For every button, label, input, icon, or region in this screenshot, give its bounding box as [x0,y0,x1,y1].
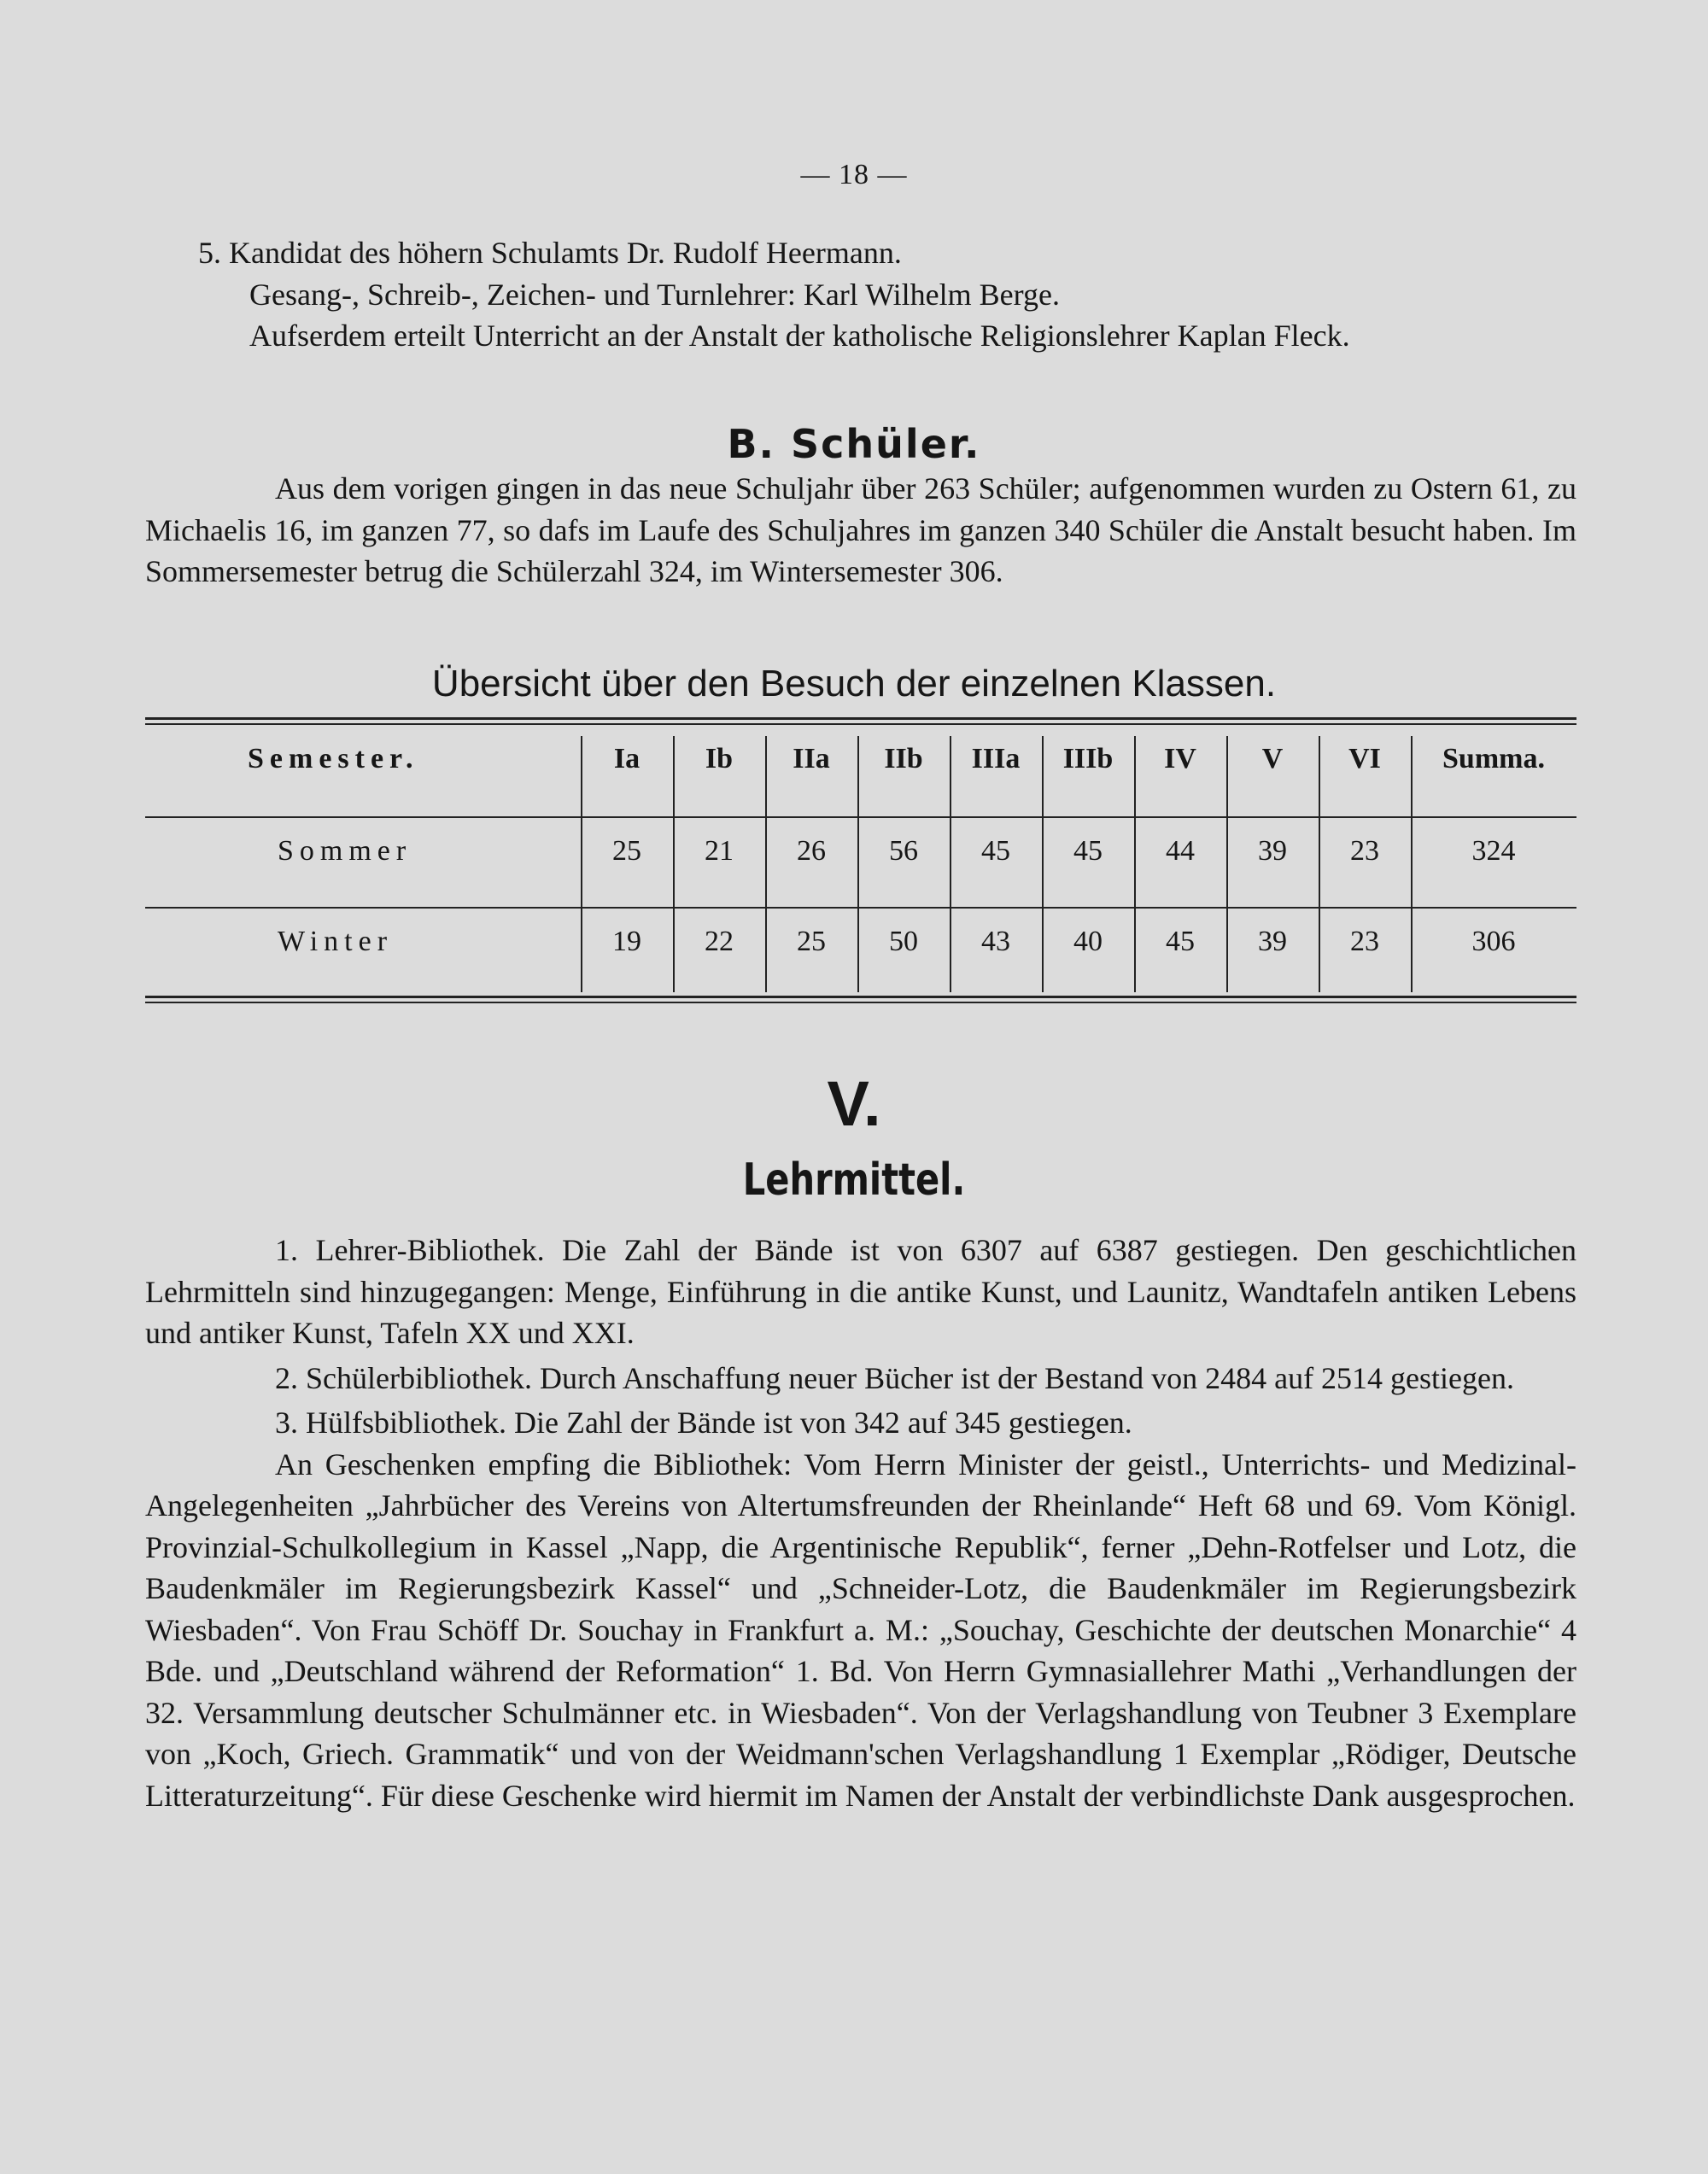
table-header-cell: V [1261,743,1284,774]
table-header-cell: IIa [793,743,830,774]
table-cell: 39 [1258,835,1287,867]
table-cell: 45 [1073,835,1103,867]
table-rule-bottom [145,996,1576,998]
table-row-label: Sommer [278,835,412,867]
table-cell: 43 [981,926,1010,957]
staff-line-3: Aufserdem erteilt Unterricht an der Anstalt der katholische Religionslehrer Kaplan Fleck. [249,319,1350,353]
staff-line-2: Gesang-, Schreib-, Zeichen- und Turnlehrer: Karl Wilhelm Berge. [249,277,1060,312]
section-v-p1: 1. Lehrer-Bibliothek. Die Zahl der Bände ist von 6307 auf 6387 gestiegen. Den geschichtlichen Lehrmitteln sind hinzugegangen: Menge, Einführung in die antike Kunst, und Launitz, Wandtafeln antiken Lebens und antiker Kunst, Tafeln XX und XXI. [145,1233,1576,1350]
table-cell: 306 [1471,926,1516,957]
table-rule-row [145,907,1576,909]
table-cell: 50 [889,926,918,957]
table-header-cell: IIIb [1062,743,1114,774]
section-b-paragraph-wrap [145,468,1576,593]
table-cell: 40 [1073,926,1103,957]
section-v-numeral: V. [827,1068,881,1139]
table-rule-bottom-2 [145,1002,1576,1003]
table-header-cell: Summa. [1442,743,1545,774]
staff-line-1: 5. Kandidat des höhern Schulamts Dr. Rudolf Heermann. [198,236,902,270]
section-b-heading: B. Schüler. [727,421,981,467]
table-cell: 56 [889,835,918,867]
table-row-label: Winter [278,926,394,957]
table-header-cell: IIIa [971,743,1021,774]
table-header-cell: IIb [884,743,923,774]
table-rule-top-2 [145,723,1576,725]
table-header-cell: Ib [705,743,734,774]
table-cell: 45 [1166,926,1195,957]
table-title: Übersicht über den Besuch der einzelnen Klassen. [431,663,1277,704]
table-cell: 19 [612,926,641,957]
table-cell: 26 [797,835,826,867]
section-v-p3: 3. Hülfsbibliothek. Die Zahl der Bände ist von 342 auf 345 gestiegen. [275,1406,1132,1440]
table-header-cell: IV [1164,743,1196,774]
section-v-title: Lehrmittel. [742,1154,966,1206]
table-cell: 324 [1471,835,1516,867]
table-cell: 23 [1350,926,1379,957]
table-header-cell: Ia [613,743,640,774]
table-cell: 23 [1350,835,1379,867]
section-v-body [145,1230,1576,1816]
table-cell: 21 [705,835,734,867]
table-cell: 22 [705,926,734,957]
table-cell: 25 [612,835,641,867]
table-rule-top [145,717,1576,720]
table-header-cell: VI [1348,743,1381,774]
section-b-paragraph: Aus dem vorigen gingen in das neue Schuljahr über 263 Schüler; aufgenommen wurden zu Ostern 61, zu Michaelis 16, im ganzen 77, so dafs im Laufe des Schuljahres im ganzen 340 Schüler die Anstalt besucht haben. Im Sommersemester betrug die Schülerzahl 324, im Wintersemester 306. [145,471,1576,588]
page-number: — 18 — [800,159,908,190]
attendance-table [145,717,1576,1008]
table-cell: 39 [1258,926,1287,957]
staff-list [145,232,1576,357]
section-v-p2: 2. Schülerbibliothek. Durch Anschaffung neuer Bücher ist der Bestand von 2484 auf 2514 gestiegen. [275,1360,1515,1395]
table-cell: 44 [1166,835,1195,867]
table-rule-header [145,816,1576,818]
table-cell: 45 [981,835,1010,867]
table-cell: 25 [797,926,826,957]
table-header-cell: Semester. [248,743,419,774]
section-v-p4: An Geschenken empfing die Bibliothek: Vom Herrn Minister der geistl., Unterrichts- und Medizinal- Angelegenheiten „Jahrbücher des Vereins von Altertumsfreunden der Rheinlande“ Heft 68 und 69. Vom Königl. Provinzial-Schulkollegium in Kassel „Napp, die Argentinische Republik“, ferner „Dehn-Rotfelser und Lotz, die Baudenkmäler im Regierungsbezirk Kassel“ und „Schneider-Lotz, die Baudenkmäler im Regierungsbezirk Wiesbaden“. Von Frau Schöff Dr. Souchay in Frankfurt a. M.: „Souchay, Geschichte der deutschen Monarchie“ 4 Bde. und „Deutschland während der Reformation“ 1. Bd. Von Herrn Gymnasiallehrer Mathi „Verhandlungen der 32. Versammlung deutscher Schulmänner etc. in Wiesbaden“. Von der Verlagshandlung von Teubner 3 Exemplare von „Koch, Griech. Grammatik“ und von der Weidmann'schen Verlagshandlung 1 Exemplar „Rödiger, Deutsche Litteraturzeitung“. Für diese Geschenke wird hiermit im Namen der Anstalt der verbindlichste Dank ausgesprochen. [145,1446,1576,1813]
